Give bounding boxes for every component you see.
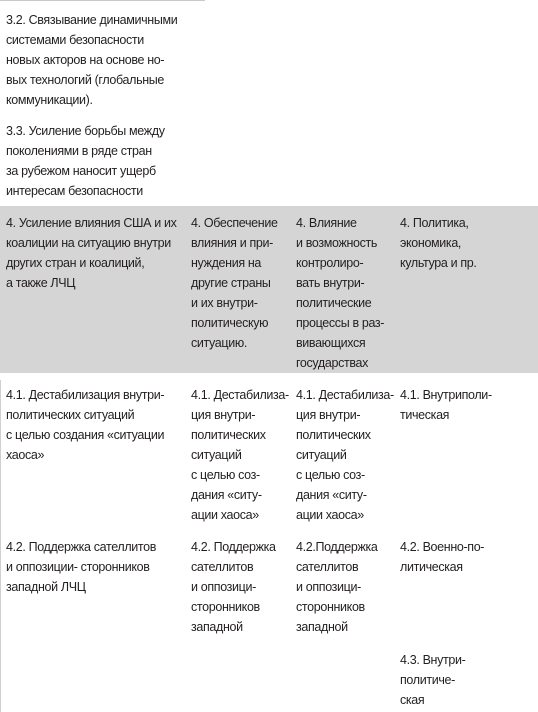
row-4-2-col1: 4.2. Поддержка сателлитов и оппозиции- сторонников западной ЛЧЦ [6,540,157,594]
item-3-2: 3.2. Связывание динамичными системами безопасности новых акторов на основе но- вых технологий (глобальные коммуникации). [6,13,178,107]
item-3-3: 3.3. Усиление борьбы между поколениями в ряде стран за рубежом наносит ущерб интересам безопасности [6,124,165,198]
row-4-3-col4: 4.3. Внутри- политиче- ская [400,653,466,707]
row-4-2-col2: 4.2. Поддержка сателлитов и оппозици- сторонников западной [191,540,276,634]
top-divider [0,0,205,1]
row-4-1-col1: 4.1. Дестабилизация внутри- политических ситуаций с целью создания «ситуации хаоса» [6,388,165,462]
column-divider-left [0,380,1,712]
header-cell-col4: 4. Политика, экономика, культура и пр. [400,216,477,270]
row-4-1-col4: 4.1. Внутриполи- тическая [400,388,492,422]
header-cell-col1: 4. Усиление влияния США и их коалиции на ситуацию внутри других стран и коалиций, а также ЛЧЦ [6,216,177,290]
header-cell-col2: 4. Обеспечение влияния и при- нуждения на другие страны и их внутри- политическую ситуацию. [191,216,278,350]
row-4-2-col3: 4.2.Поддержка сателлитов и оппозици- сторонников западной [296,540,378,634]
row-4-1-col2: 4.1. Дестабилиза- ция внутри- политических ситуаций с целью соз- дания «ситу- ации хаоса» [191,388,289,522]
header-cell-col3: 4. Влияние и возможность контролиро- вать внутри- политические процессы в раз- вивающихся государствах [296,216,385,370]
row-4-2-col4: 4.2. Военно-по- литическая [400,540,485,574]
row-4-1-col3: 4.1. Дестабилиза- ция внутри- политических ситуаций с целью соз- дания «ситу- ации хаоса» [296,388,394,522]
